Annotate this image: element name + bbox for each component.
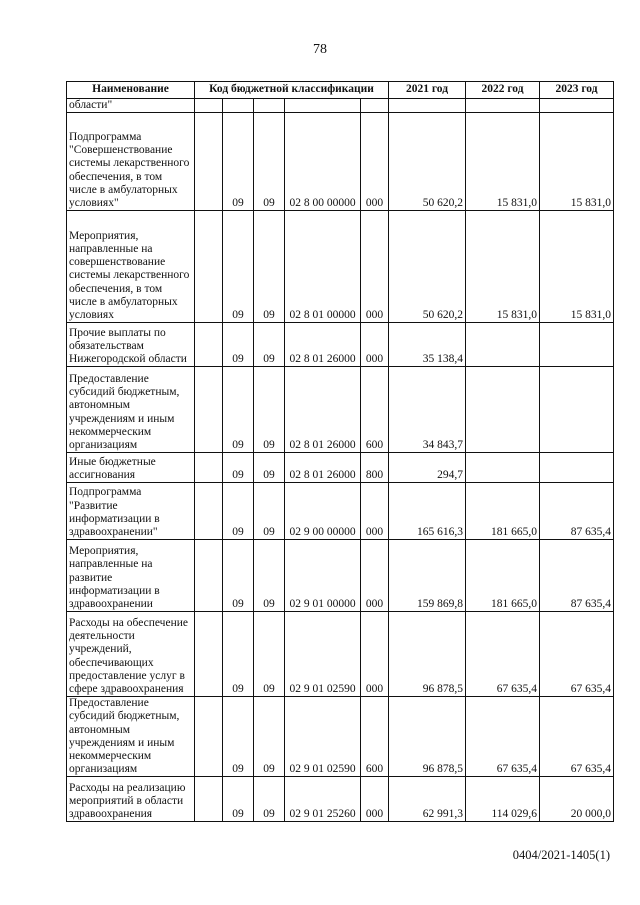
row-name: Мероприятия, направленные на совершенствование системы лекарственного обеспечения, в том числе в амбулаторных условиях bbox=[67, 211, 195, 323]
document-number: 0404/2021-1405(1) bbox=[512, 848, 610, 862]
value-2023 bbox=[540, 323, 614, 367]
code-section: 09 bbox=[223, 612, 254, 697]
row-name: Расходы на обеспечение деятельности учреждений, обеспечивающих предоставление услуг в сфере здравоохранения bbox=[67, 612, 195, 697]
code-expense: 800 bbox=[361, 453, 389, 483]
code-expense: 000 bbox=[361, 323, 389, 367]
value-2021: 165 616,3 bbox=[389, 483, 466, 540]
value-2022: 67 635,4 bbox=[466, 697, 540, 777]
code-expense: 000 bbox=[361, 540, 389, 612]
value-2021 bbox=[389, 99, 466, 113]
header-2021: 2021 год bbox=[389, 82, 466, 99]
value-2021: 50 620,2 bbox=[389, 113, 466, 211]
value-2022: 15 831,0 bbox=[466, 211, 540, 323]
code-blank bbox=[195, 540, 223, 612]
value-2022: 181 665,0 bbox=[466, 540, 540, 612]
code-target: 02 9 01 02590 bbox=[285, 697, 361, 777]
table-row bbox=[67, 612, 614, 697]
code-subsection bbox=[254, 99, 285, 113]
code-subsection: 09 bbox=[254, 453, 285, 483]
value-2022: 114 029,6 bbox=[466, 777, 540, 822]
code-subsection: 09 bbox=[254, 540, 285, 612]
code-section: 09 bbox=[223, 323, 254, 367]
code-blank bbox=[195, 453, 223, 483]
code-expense: 000 bbox=[361, 777, 389, 822]
code-subsection: 09 bbox=[254, 777, 285, 822]
table-row bbox=[67, 113, 614, 211]
value-2023: 20 000,0 bbox=[540, 777, 614, 822]
row-name: Предоставление субсидий бюджетным, автономным учреждениям и иным некоммерческим организациям bbox=[67, 697, 195, 777]
value-2023: 15 831,0 bbox=[540, 211, 614, 323]
code-section: 09 bbox=[223, 367, 254, 453]
value-2021: 159 869,8 bbox=[389, 540, 466, 612]
code-expense bbox=[361, 99, 389, 113]
code-subsection: 09 bbox=[254, 483, 285, 540]
code-expense: 000 bbox=[361, 113, 389, 211]
code-section: 09 bbox=[223, 211, 254, 323]
row-name: Мероприятия, направленные на развитие информатизации в здравоохранении bbox=[67, 540, 195, 612]
value-2023: 87 635,4 bbox=[540, 540, 614, 612]
table-row bbox=[67, 540, 614, 612]
row-name: Расходы на реализацию мероприятий в области здравоохранения bbox=[67, 777, 195, 822]
code-target: 02 8 01 26000 bbox=[285, 323, 361, 367]
code-subsection: 09 bbox=[254, 113, 285, 211]
row-name: Подпрограмма "Совершенствование системы лекарственного обеспечения, в том числе в амбулаторных условиях" bbox=[67, 113, 195, 211]
header-2023: 2023 год bbox=[540, 82, 614, 99]
code-subsection: 09 bbox=[254, 697, 285, 777]
value-2021: 96 878,5 bbox=[389, 697, 466, 777]
code-blank bbox=[195, 211, 223, 323]
code-blank bbox=[195, 367, 223, 453]
value-2023: 67 635,4 bbox=[540, 612, 614, 697]
code-section bbox=[223, 99, 254, 113]
code-target: 02 9 01 25260 bbox=[285, 777, 361, 822]
table-row bbox=[67, 697, 614, 777]
code-target bbox=[285, 99, 361, 113]
code-subsection: 09 bbox=[254, 612, 285, 697]
row-name: Подпрограмма "Развитие информатизации в здравоохранении" bbox=[67, 483, 195, 540]
code-section: 09 bbox=[223, 113, 254, 211]
value-2023 bbox=[540, 99, 614, 113]
value-2023: 15 831,0 bbox=[540, 113, 614, 211]
table-row bbox=[67, 323, 614, 367]
code-blank bbox=[195, 483, 223, 540]
code-blank bbox=[195, 323, 223, 367]
row-name: Предоставление субсидий бюджетным, автономным учреждениям и иным некоммерческим организациям bbox=[67, 367, 195, 453]
code-section: 09 bbox=[223, 777, 254, 822]
value-2022: 181 665,0 bbox=[466, 483, 540, 540]
code-target: 02 8 01 00000 bbox=[285, 211, 361, 323]
value-2021: 294,7 bbox=[389, 453, 466, 483]
code-blank bbox=[195, 113, 223, 211]
budget-table bbox=[66, 81, 614, 822]
table-row bbox=[67, 99, 614, 113]
value-2023 bbox=[540, 367, 614, 453]
value-2022 bbox=[466, 99, 540, 113]
page-number: 78 bbox=[313, 42, 327, 57]
code-target: 02 9 01 02590 bbox=[285, 612, 361, 697]
code-expense: 000 bbox=[361, 211, 389, 323]
table-header-row bbox=[67, 82, 614, 99]
row-name: области" bbox=[67, 99, 195, 113]
value-2021: 34 843,7 bbox=[389, 367, 466, 453]
table-row bbox=[67, 211, 614, 323]
code-subsection: 09 bbox=[254, 323, 285, 367]
code-section: 09 bbox=[223, 453, 254, 483]
code-expense: 000 bbox=[361, 483, 389, 540]
code-expense: 000 bbox=[361, 612, 389, 697]
code-blank bbox=[195, 99, 223, 113]
value-2023: 87 635,4 bbox=[540, 483, 614, 540]
value-2022 bbox=[466, 323, 540, 367]
value-2022: 67 635,4 bbox=[466, 612, 540, 697]
code-subsection: 09 bbox=[254, 367, 285, 453]
header-2022: 2022 год bbox=[466, 82, 540, 99]
value-2023: 67 635,4 bbox=[540, 697, 614, 777]
code-blank bbox=[195, 612, 223, 697]
code-target: 02 8 01 26000 bbox=[285, 453, 361, 483]
value-2021: 62 991,3 bbox=[389, 777, 466, 822]
code-section: 09 bbox=[223, 697, 254, 777]
code-target: 02 9 00 00000 bbox=[285, 483, 361, 540]
code-blank bbox=[195, 697, 223, 777]
value-2023 bbox=[540, 453, 614, 483]
code-target: 02 8 00 00000 bbox=[285, 113, 361, 211]
code-subsection: 09 bbox=[254, 211, 285, 323]
code-expense: 600 bbox=[361, 367, 389, 453]
row-name: Прочие выплаты по обязательствам Нижегородской области bbox=[67, 323, 195, 367]
code-target: 02 9 01 00000 bbox=[285, 540, 361, 612]
code-section: 09 bbox=[223, 483, 254, 540]
value-2021: 35 138,4 bbox=[389, 323, 466, 367]
table-row bbox=[67, 367, 614, 453]
table-row bbox=[67, 777, 614, 822]
value-2022 bbox=[466, 453, 540, 483]
value-2021: 50 620,2 bbox=[389, 211, 466, 323]
table-row bbox=[67, 483, 614, 540]
row-name: Иные бюджетные ассигнования bbox=[67, 453, 195, 483]
header-code: Код бюджетной классификации bbox=[195, 82, 389, 99]
value-2022: 15 831,0 bbox=[466, 113, 540, 211]
code-blank bbox=[195, 777, 223, 822]
value-2021: 96 878,5 bbox=[389, 612, 466, 697]
code-section: 09 bbox=[223, 540, 254, 612]
table-row bbox=[67, 453, 614, 483]
value-2022 bbox=[466, 367, 540, 453]
header-name: Наименование bbox=[67, 82, 195, 99]
code-expense: 600 bbox=[361, 697, 389, 777]
code-target: 02 8 01 26000 bbox=[285, 367, 361, 453]
